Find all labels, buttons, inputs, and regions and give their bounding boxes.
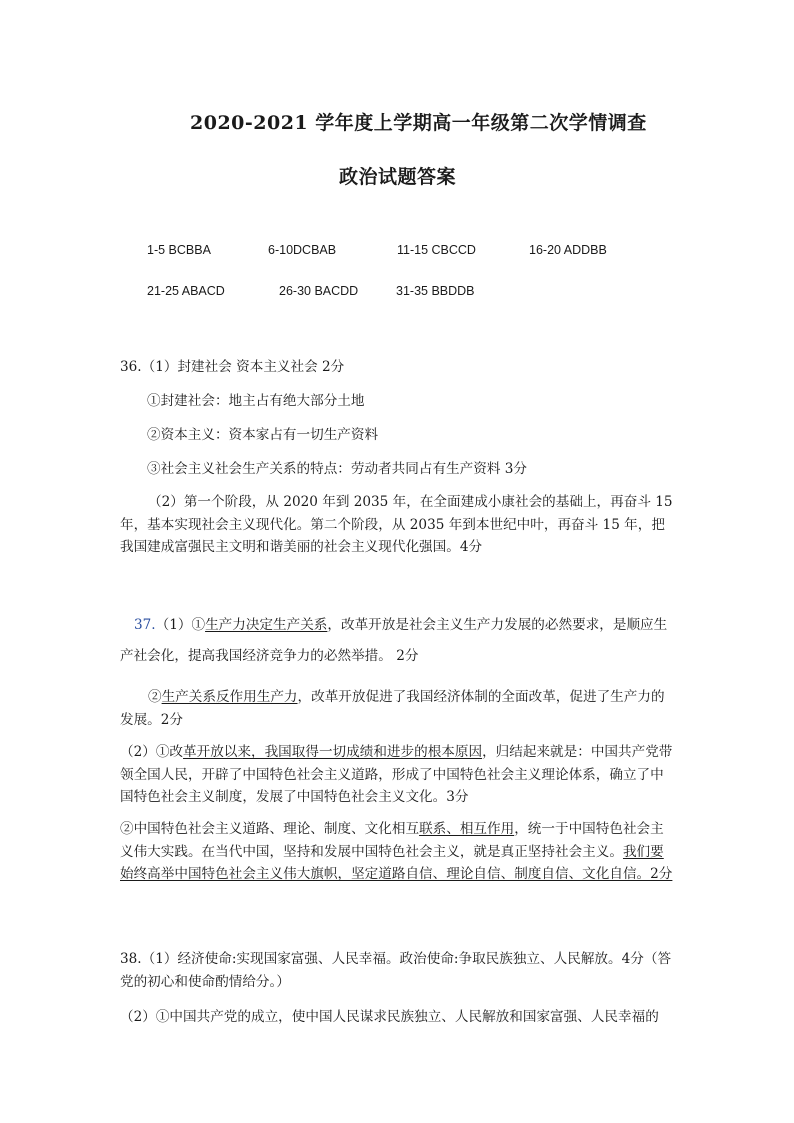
q37-text: ，统一于中国特色社会主义伟大实践。在当代中国，坚持和发展中国特色社会主义，就是真正坚持社会主义。 bbox=[120, 821, 664, 860]
q36-point1: ①封建社会：地主占有绝大部分土地 bbox=[147, 393, 365, 409]
document-title: 2020-2021 学年度上学期高一年级第二次学情调查 bbox=[190, 112, 647, 134]
q37-text: ，归结起来就是：中国共产党带领全国人民，开辟了中国特色社会主义道路，形成了中国特色社会主义理论体系，确立了中国特色社会主义制度，发展了中国特色社会主义文化。3分 bbox=[120, 744, 673, 805]
q36-part1-answer: 36.（1）封建社会 资本主义社会 2分 bbox=[120, 359, 345, 375]
q37-part1-line2: 产社会化，提高我国经济竞争力的必然举措。 2分 bbox=[120, 648, 419, 664]
document-subtitle: 政治试题答案 bbox=[339, 166, 457, 188]
q37-key-phrase: 革开放以来，我国取得一切成绩和进步的根本原因 bbox=[183, 744, 483, 760]
answer-group: 26-30 BACDD bbox=[279, 284, 359, 298]
q37-text: ②中国特色社会主义道路、理论、制度、文化相互 bbox=[120, 821, 420, 837]
q37-key-phrase: 我们要始终高举中国特色社会主义伟大旗帜，坚定道路自信、理论自信、制度自信、文化自信。2分 bbox=[120, 843, 673, 882]
q38-part1-answer: 38.（1）经济使命:实现国家富强、人民幸福。政治使命:争取民族独立、人民解放。4分（答党的初心和使命酌情给分。） bbox=[120, 951, 672, 990]
q37-text: （1）① bbox=[155, 617, 206, 633]
q36-point2: ②资本主义：资本家占有一切生产资料 bbox=[147, 427, 379, 443]
q37-key-phrase: 生产力决定生产关系 bbox=[205, 617, 328, 633]
q37-part1-line1 bbox=[134, 614, 667, 636]
q38-part2-answer: （2）①中国共产党的成立，使中国人民谋求民族独立、人民解放和国家富强、人民幸福的 bbox=[120, 1009, 659, 1025]
answer-group: 6-10DCBAB bbox=[268, 243, 337, 257]
answer-group: 16-20 ADDBB bbox=[529, 243, 607, 257]
q37-text: ② bbox=[148, 689, 162, 705]
q37-part1-point2 bbox=[120, 686, 676, 731]
q37-key-phrase: 联系、相互作用 bbox=[419, 821, 515, 837]
answer-group: 1-5 BCBBA bbox=[147, 243, 211, 257]
q37-text: ，改革开放是社会主义生产力发展的必然要求，是顺应生 bbox=[327, 617, 668, 633]
q37-part2-point2 bbox=[120, 818, 676, 886]
answer-group: 31-35 BBDDB bbox=[396, 284, 475, 298]
q37-key-phrase: 生产关系反作用生产力 bbox=[161, 689, 298, 705]
q36-point3: ③社会主义社会生产关系的特点：劳动者共同占有生产资料 3分 bbox=[147, 461, 527, 477]
q37-text: （2）①改 bbox=[120, 744, 184, 760]
q37-number: 37. bbox=[134, 617, 156, 633]
answer-group: 11-15 CBCCD bbox=[397, 243, 476, 257]
answer-group: 21-25 ABACD bbox=[147, 284, 225, 298]
q37-text: ，改革开放促进了我国经济体制的全面改革，促进了生产力的发展。2分 bbox=[120, 689, 665, 728]
q37-part2-point1 bbox=[120, 741, 676, 809]
q36-part2-answer: （2）第一个阶段，从 2020 年到 2035 年，在全面建成小康社会的基础上，再奋斗 15 年，基本实现社会主义现代化。第二个阶段，从 2035 年到本世纪中叶，再奋斗 15 年，把我国建成富强民主文明和谐美丽的社会主义现代化强国。4分 bbox=[120, 494, 673, 555]
